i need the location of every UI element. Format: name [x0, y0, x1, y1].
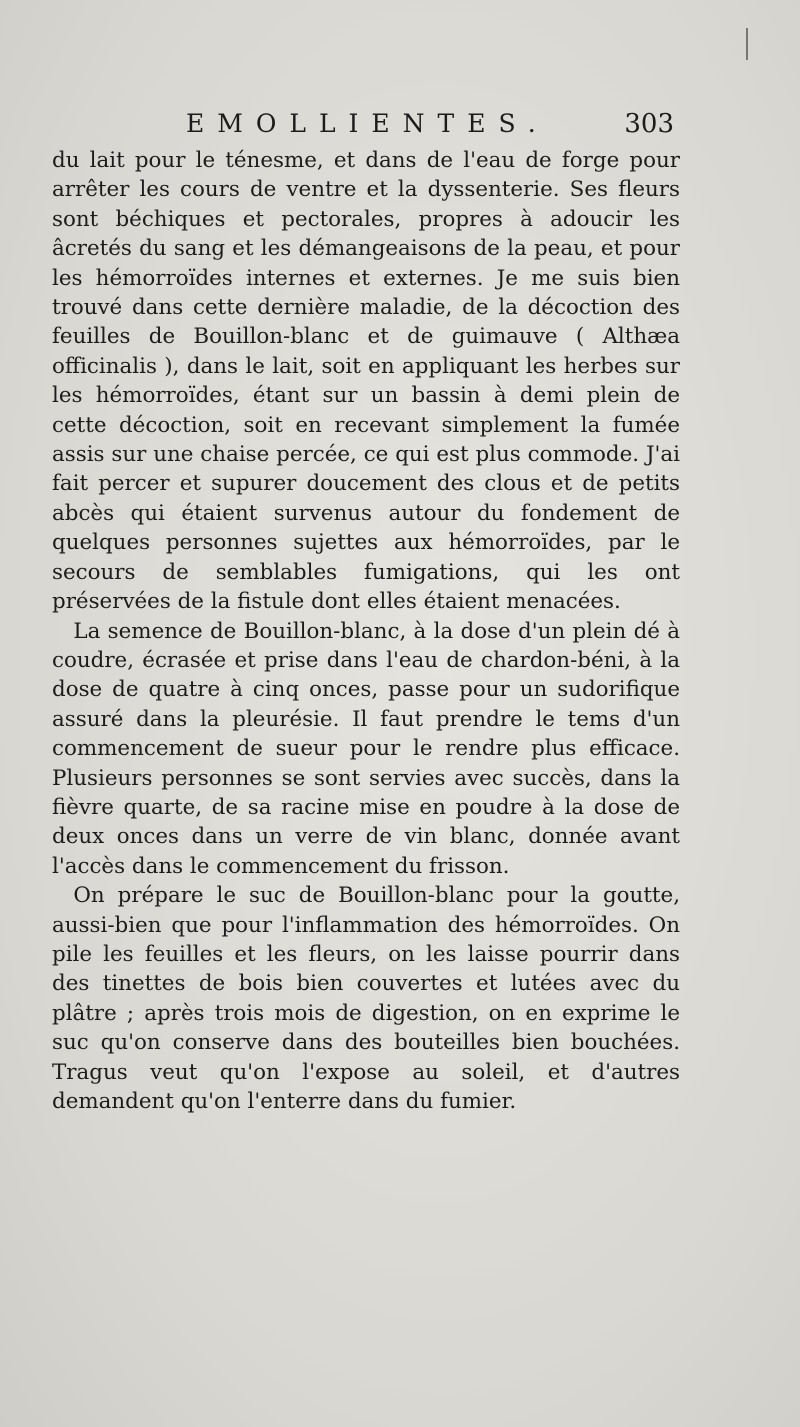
body-text [52, 146, 680, 1116]
running-title: EMOLLIENTES. [186, 109, 549, 138]
margin-mark [746, 28, 748, 60]
paragraph-3: On prépare le suc de Bouillon-blanc pour la goutte, aussi-bien que pour l'inflammation des hémorroïdes. On pile les feuilles et les fleurs, on les laisse pourrir dans des tinettes de bois bien couvertes et lutées avec du plâtre ; après trois mois de digestion, on en exprime le suc qu'on conserve dans des bouteilles bien bouchées. Tragus veut qu'on l'expose au soleil, et d'autres demandent qu'on l'enterre dans du fumier. [52, 883, 680, 1114]
paragraph-2: La semence de Bouillon-blanc, à la dose d'un plein dé à coudre, écrasée et prise dans l'eau de chardon-béni, à la dose de quatre à cinq onces, passe pour un sudorifique assuré dans la pleurésie. Il faut prendre le tems d'un commencement de sueur pour le rendre plus efficace. Plusieurs personnes se sont servies avec succès, dans la fièvre quarte, de sa racine mise en poudre à la dose de deux onces dans un verre de vin blanc, donnée avant l'accès dans le commencement du frisson. [52, 618, 680, 879]
page-header [150, 104, 674, 144]
page-number: 303 [624, 109, 674, 139]
paragraph-1: du lait pour le ténesme, et dans de l'eau de forge pour arrêter les cours de ventre et la dyssenterie. Ses fleurs sont béchiques et pectorales, propres à adoucir les âcretés du sang et les démangeaisons de la peau, et pour les hémorroïdes internes et externes. Je me suis bien trouvé dans cette dernière maladie, de la décoction des feuilles de Bouillon-blanc et de guimauve ( Althæa officinalis ), dans le lait, soit en appliquant les herbes sur les hémorroïdes, étant sur un bassin à demi plein de cette décoction, soit en recevant simplement la fumée assis sur une chaise percée, ce qui est plus commode. J'ai fait percer et supurer doucement des clous et de petits abcès qui étaient survenus autour du fondement de quelques personnes sujettes aux hémorroïdes, par le secours de semblables fumigations, qui les ont préservées de la fistule dont elles étaient menacées. [52, 148, 680, 615]
